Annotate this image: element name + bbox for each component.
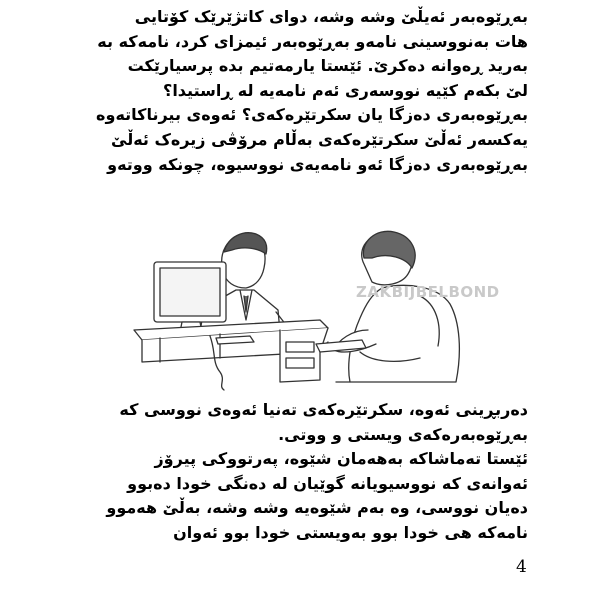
text-line: ئێستا تەماشاکە بەهەمان شێوە، پەرتووکی پیرۆز <box>154 449 528 469</box>
woman-figure <box>325 231 459 382</box>
text-line: لێ بکەم کێیە نووسەری ئەم نامەیە لە ڕاستیدا؟ <box>163 80 528 100</box>
office-illustration <box>120 212 510 392</box>
text-line: بەڕێوەبەری دەزگا ئەو نامەیەی نووسیوە، چونکە ووتەو <box>107 154 528 174</box>
text-line: نامەکە هی خودا بوو بەویستی خودا بوو ئەوان <box>173 522 528 542</box>
text-line: بەڕێوەبەری دەزگا یان سکرتێرەکەی؟ ئەوەی بیرناکاتەوە <box>96 105 528 125</box>
text-line: هات بەنووسینی نامەو بەڕێوەبەر ئیمزای کرد، نامەکە بە <box>97 31 528 51</box>
text-line: دەربڕینی ئەوە، سکرتێرەکەی تەنیا ئەوەی نووسی کە <box>119 400 528 419</box>
text-line: ئەوانەی کە نووسیویانە گوێیان لە دەنگی خودا دەبوو <box>127 473 528 493</box>
watermark: ZAKBIJBELBOND <box>356 283 500 301</box>
bottom-paragraph <box>82 398 528 546</box>
text-line: یەکسەر ئەڵێ سکرتێرەکەی بەڵام مرۆڤی زیرەک ئەڵێ <box>111 129 528 149</box>
text-line: دەیان نووسی، وە بەم شێوەیە وشە وشە، بەڵێ هەموو <box>106 498 528 518</box>
page-number: 4 <box>516 557 527 577</box>
text-line: بەڕێوەبەرەکەی ویستی و ووتی. <box>278 424 528 444</box>
text-line: بەرید ڕەوانە دەکرێ. ئێستا یارمەتیم بدە پرسیارێکت <box>127 56 528 76</box>
text-line: بەڕێوەبەر ئەیڵێ وشە وشە، دوای کاتژێرێک کۆتایی <box>134 7 528 26</box>
desk <box>134 320 328 382</box>
top-paragraph <box>82 5 528 177</box>
